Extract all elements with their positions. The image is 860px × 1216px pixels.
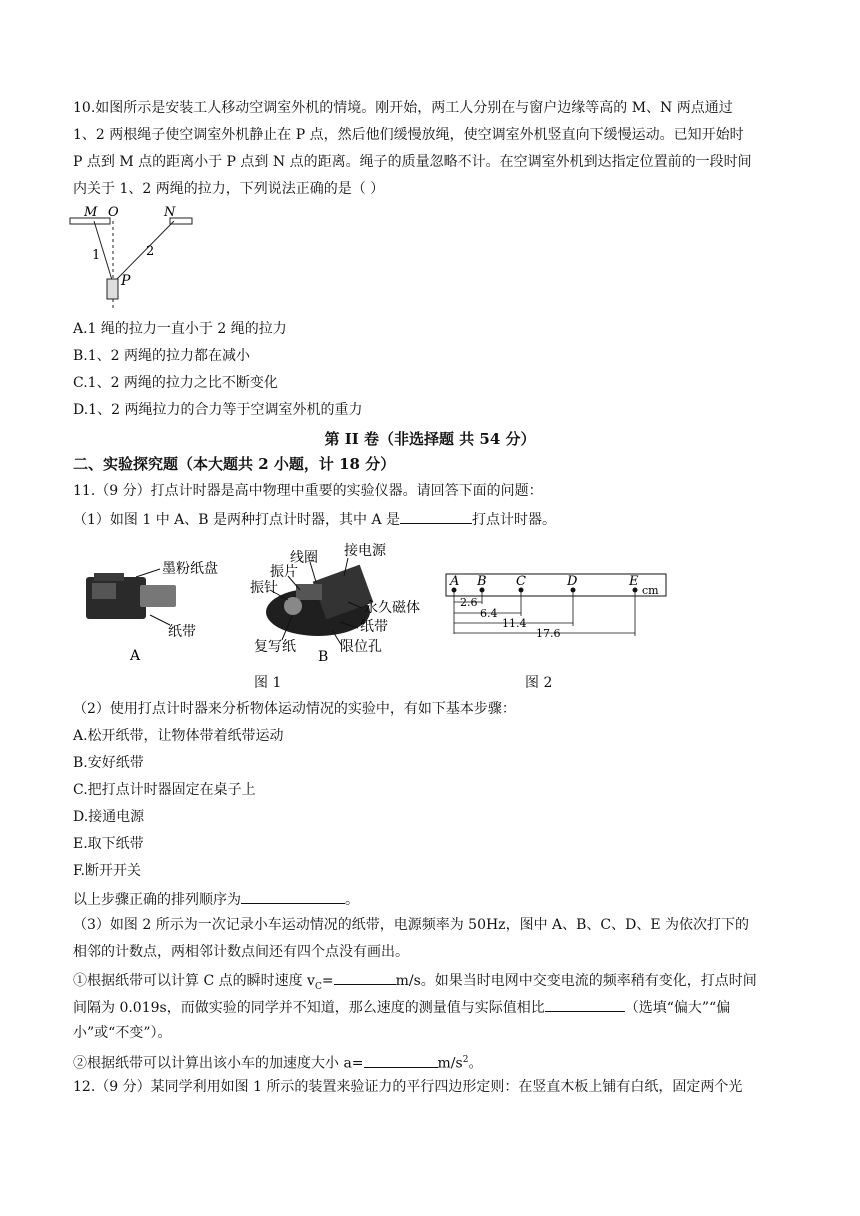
q10-option-d: D.1、2 两绳拉力的合力等于空调室外机的重力 [73, 402, 363, 418]
q11-c2-end: 。 [468, 1055, 483, 1072]
q11-c2-sup: 2 [462, 1055, 469, 1065]
timer-a-pointer-tape [150, 615, 170, 625]
q11-sub3-line2: 相邻的计数点，两相邻计数点间还有四个点没有画出。 [73, 944, 409, 960]
figure1-timer-a [80, 555, 240, 665]
q11-c1-text: ①根据纸带可以计算 C 点的瞬时速度 v [73, 973, 315, 989]
label-magnet: 永久磁体 [364, 600, 420, 616]
q11-step-b: B.安好纸带 [73, 755, 144, 771]
q10-text-line1: 10.如图所示是安装工人移动空调室外机的情境。刚开始，两工人分别在与窗户边缘等高的 M、N 两点通过 [73, 100, 733, 116]
label-tape-a: 纸带 [168, 624, 196, 640]
figure2-paper-tape [444, 568, 674, 640]
q10-text-line2: 1、2 两根绳子使空调室外机静止在 P 点，然后他们缓慢放绳，使空调室外机竖直向下缓慢运动。已知开始时 [73, 127, 744, 143]
rope-2 [116, 221, 174, 280]
label-timer-a: A [130, 648, 141, 664]
q10-text-line4: 内关于 1、2 两绳的拉力，下列说法正确的是（ ） [73, 181, 385, 197]
q10-option-a: A.1 绳的拉力一直小于 2 绳的拉力 [73, 321, 287, 337]
label-m: M [84, 205, 98, 220]
label-point-d: D [567, 574, 578, 589]
label-rope-2: 2 [146, 244, 155, 259]
label-tape-b: 纸带 [360, 619, 388, 635]
q10-option-b: B.1、2 两绳的拉力都在减小 [73, 348, 251, 364]
q10-text-line3: P 点到 M 点的距离小于 P 点到 N 点的距离。绳子的质量忽略不计。在空调室外机到达指定位置前的一段时间 [73, 154, 752, 170]
q11-c1-line2-suffix: （选填“偏大”“偏 [624, 1000, 731, 1016]
timer-a-pointer-disk [136, 569, 160, 577]
q11-step-a: A.松开纸带，让物体带着纸带运动 [73, 728, 284, 744]
label-point-a: A [450, 574, 460, 589]
q12-line1: 12.（9 分）某同学利用如图 1 所示的装置来验证力的平行四边形定则：在竖直木板上铺有白纸，固定两个光 [73, 1079, 743, 1095]
q11-step-e: E.取下纸带 [73, 836, 144, 852]
q11-c1-sub: C [314, 981, 322, 992]
q11-c1-line1 [73, 970, 757, 996]
label-point-c: C [516, 574, 526, 589]
q11-sub1-blank[interactable] [400, 509, 472, 524]
q11-c1-eq: = [321, 973, 334, 989]
part2-title: 第 II 卷（非选择题 共 54 分） [324, 430, 536, 448]
q11-c2-unit: m/s [437, 1055, 463, 1072]
q11-c2 [73, 1051, 482, 1073]
figure1-timer-b [248, 540, 438, 665]
label-rope-1: 1 [92, 248, 101, 263]
timer-a-panel [92, 583, 116, 599]
q11-order [73, 889, 359, 909]
label-point-b: B [477, 574, 487, 589]
q11-step-c: C.把打点计时器固定在桌子上 [73, 782, 256, 798]
q11-c1-line3: 小”或“不变”）。 [73, 1025, 172, 1041]
label-vibrator: 振片 [270, 564, 298, 580]
label-timer-b: B [318, 649, 329, 665]
dist-ae: 17.6 [536, 627, 561, 640]
label-n: N [164, 205, 176, 220]
label-coil: 线圈 [290, 550, 318, 566]
q11-c1-line2-blank[interactable] [545, 997, 625, 1012]
label-power: 接电源 [344, 543, 386, 559]
q11-sub1 [73, 509, 556, 529]
q11-step-d: D.接通电源 [73, 809, 145, 825]
label-toner-disk: 墨粉纸盘 [162, 561, 218, 577]
timer-a-arm [140, 585, 176, 607]
q11-c2-text: ②根据纸带可以计算出该小车的加速度大小 a= [73, 1055, 364, 1072]
q11-order-suffix: 。 [345, 892, 359, 908]
dist-ac: 6.4 [480, 607, 498, 620]
label-needle: 振针 [250, 580, 278, 596]
q11-sub3-line1: （3）如图 2 所示为一次记录小车运动情况的纸带，电源频率为 50Hz，图中 A、B、C、D、E 为依次打下的 [73, 917, 750, 933]
q10-rope-diagram [66, 203, 206, 315]
q11-c2-blank[interactable] [364, 1053, 438, 1068]
label-carbon: 复写纸 [254, 639, 296, 655]
figure1-caption: 图 1 [254, 675, 282, 691]
q11-c1-line2 [73, 997, 730, 1017]
label-p: P [121, 273, 131, 289]
q11-order-text: 以上步骤正确的排列顺序为 [73, 892, 241, 908]
q11-sub1-text: （1）如图 1 中 A、B 是两种打点计时器，其中 A 是 [73, 512, 401, 528]
q11-sub2: （2）使用打点计时器来分析物体运动情况的实验中，有如下基本步骤： [73, 701, 516, 717]
q11-c1-line2-text: 间隔为 0.019s，而做实验的同学并不知道，那么速度的测量值与实际值相比 [73, 1000, 545, 1016]
label-point-e: E [629, 574, 639, 589]
q11-c1-suffix: m/s。如果当时电网中交变电流的频率稍有变化，打点时间 [395, 973, 757, 989]
ac-unit-box [107, 279, 118, 299]
q10-option-c: C.1、2 两绳的拉力之比不断变化 [73, 375, 278, 391]
q11-order-blank[interactable] [241, 889, 345, 904]
dist-ab: 2.6 [460, 596, 478, 609]
label-limit: 限位孔 [340, 639, 382, 655]
timer-b-coil [296, 584, 322, 600]
label-o: O [108, 205, 119, 220]
q11-c1-blank[interactable] [334, 970, 396, 985]
figure2-caption: 图 2 [525, 675, 553, 691]
q11-sub1-suffix: 打点计时器。 [472, 512, 557, 528]
q11-step-f: F.断开开关 [73, 863, 141, 879]
label-unit-cm: cm [642, 584, 659, 597]
timer-a-top [94, 573, 124, 581]
q11-intro: 11.（9 分）打点计时器是高中物理中重要的实验仪器。请回答下面的问题： [73, 483, 543, 499]
dist-ad: 11.4 [502, 617, 527, 630]
section-title: 二、实验探究题（本大题共 2 小题，计 18 分） [73, 455, 396, 473]
